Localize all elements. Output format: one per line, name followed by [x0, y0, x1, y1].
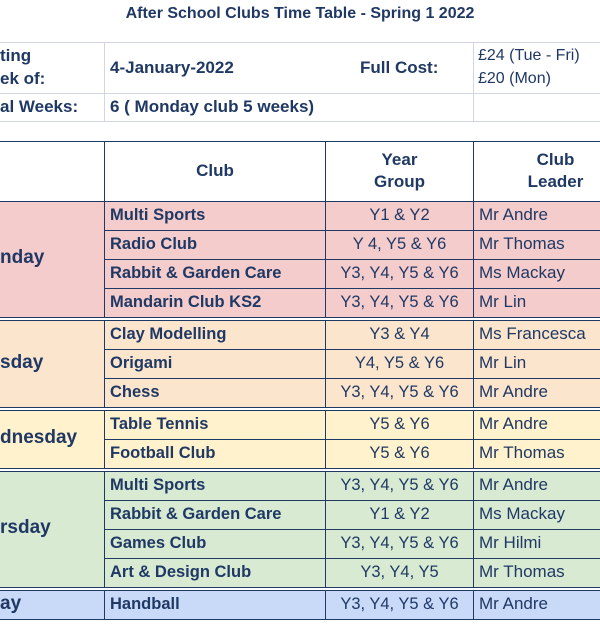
year-group: Y 4, Y5 & Y6	[352, 235, 447, 253]
info-divider-top	[0, 42, 600, 43]
table-top-border	[0, 141, 600, 142]
day-top-border	[0, 471, 600, 472]
club-leader: Mr Thomas	[479, 562, 565, 581]
day-bottom-border	[0, 619, 600, 620]
starting-label-line1: ting	[0, 46, 32, 65]
year-group: Y3 & Y4	[369, 325, 430, 343]
row-divider	[104, 439, 600, 440]
club-name: Rabbit & Garden Care	[110, 505, 282, 523]
info-divider-col2	[473, 42, 474, 122]
header-divider-1	[104, 141, 105, 201]
club-leader: Ms Francesca	[479, 324, 586, 343]
row-divider	[104, 230, 600, 231]
row-divider	[104, 529, 600, 530]
header-year-line1: Year	[381, 150, 418, 169]
page-title: After School Clubs Time Table - Spring 1 2022	[125, 5, 475, 22]
header-divider-2	[325, 141, 326, 201]
club-name: Clay Modelling	[110, 325, 227, 343]
row-divider	[104, 558, 600, 559]
row-divider	[104, 500, 600, 501]
club-name: Multi Sports	[110, 206, 206, 224]
club-name: Mandarin Club KS2	[110, 293, 262, 311]
full-cost-label: Full Cost:	[360, 58, 439, 77]
club-leader: Mr Thomas	[479, 443, 565, 462]
club-name: Multi Sports	[110, 476, 206, 494]
year-group: Y4, Y5 & Y6	[354, 354, 445, 372]
day-top-border	[0, 410, 600, 411]
day-label: nday	[0, 247, 45, 268]
year-group: Y5 & Y6	[369, 444, 430, 462]
club-leader: Mr Lin	[479, 292, 527, 311]
year-group: Y3, Y4, Y5	[360, 563, 439, 581]
header-leader-line2: Leader	[527, 172, 584, 191]
day-top-border	[0, 201, 600, 202]
header-club: Club	[196, 161, 234, 180]
club-leader: Mr Thomas	[479, 234, 565, 253]
club-leader: Mr Andre	[479, 414, 548, 433]
day-bottom-border	[0, 407, 600, 408]
day-bottom-border	[0, 317, 600, 318]
club-name: Rabbit & Garden Care	[110, 264, 282, 282]
club-name: Radio Club	[110, 235, 198, 253]
total-weeks-label: al Weeks:	[0, 97, 79, 116]
year-group: Y1 & Y2	[369, 505, 430, 523]
club-leader: Mr Andre	[479, 594, 548, 613]
info-divider-middle	[0, 93, 600, 94]
club-name: Chess	[110, 383, 160, 401]
day-label: dnesday	[0, 427, 78, 448]
club-leader: Mr Lin	[479, 353, 527, 372]
club-leader: Mr Hilmi	[479, 533, 542, 552]
cost-line-mon: £20 (Mon)	[478, 70, 551, 87]
cost-line-tue-fri: £24 (Tue - Fri)	[478, 47, 580, 64]
day-bottom-border	[0, 587, 600, 588]
row-divider	[104, 288, 600, 289]
total-weeks-value: 6 ( Monday club 5 weeks)	[110, 97, 315, 116]
club-name: Handball	[110, 595, 180, 613]
day-top-border	[0, 320, 600, 321]
starting-label-line2: ek of:	[0, 69, 46, 88]
row-divider	[104, 259, 600, 260]
year-group: Y3, Y4, Y5 & Y6	[340, 595, 459, 613]
info-divider-col1	[104, 42, 105, 122]
header-leader-line1: Club	[536, 150, 575, 169]
club-name: Origami	[110, 354, 173, 372]
start-date: 4-January-2022	[110, 58, 234, 77]
year-group: Y3, Y4, Y5 & Y6	[340, 264, 459, 282]
club-name: Football Club	[110, 444, 216, 462]
year-group: Y3, Y4, Y5 & Y6	[340, 476, 459, 494]
year-group: Y3, Y4, Y5 & Y6	[340, 383, 459, 401]
year-group: Y1 & Y2	[369, 206, 430, 224]
row-divider	[104, 349, 600, 350]
club-leader: Mr Andre	[479, 382, 548, 401]
club-leader: Mr Andre	[479, 205, 548, 224]
year-group: Y3, Y4, Y5 & Y6	[340, 534, 459, 552]
club-name: Games Club	[110, 534, 207, 552]
year-group: Y5 & Y6	[369, 415, 430, 433]
day-label: sday	[0, 351, 44, 373]
year-group: Y3, Y4, Y5 & Y6	[340, 293, 459, 311]
header-divider-3	[473, 141, 474, 201]
club-name: Table Tennis	[110, 415, 209, 433]
info-divider-bottom	[0, 121, 600, 122]
row-divider	[104, 378, 600, 379]
day-bottom-border	[0, 468, 600, 469]
day-label: rsday	[0, 517, 51, 538]
header-year-line2: Group	[374, 172, 425, 191]
club-leader: Ms Mackay	[479, 504, 565, 523]
club-leader: Mr Andre	[479, 475, 548, 494]
day-top-border	[0, 590, 600, 591]
club-name: Art & Design Club	[110, 563, 252, 581]
day-label: ay	[0, 592, 22, 614]
club-leader: Ms Mackay	[479, 263, 565, 282]
